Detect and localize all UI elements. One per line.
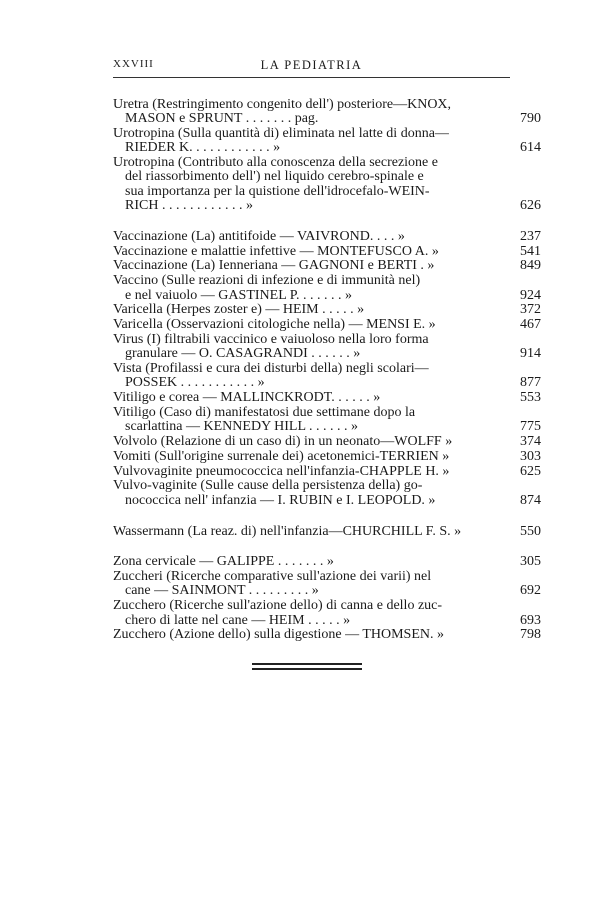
- entry-page-number: 877: [520, 375, 541, 391]
- index-entry: [113, 465, 541, 479]
- entry-line: RICH . . . . . . . . . . . . »: [125, 199, 253, 214]
- entry-line: sua importanza per la quistione dell'idrocefalo-WEIN-: [125, 184, 430, 199]
- entry-text: [113, 479, 486, 508]
- entry-line: nococcica nell' infanzia — I. RUBIN e I. LEOPOLD. »: [125, 493, 436, 508]
- index-entry: [113, 450, 541, 464]
- closing-rule-top: [252, 663, 362, 665]
- index-entry: [113, 156, 541, 213]
- entry-page-number: 305: [520, 554, 541, 570]
- entry-line: Vaccinazione (La) Ienneriana — GAGNONI e BERTI . »: [113, 259, 435, 274]
- entry-line: Urotropina (Sulla quantità di) eliminata nel latte di donna—: [113, 127, 449, 142]
- entry-line: MASON e SPRUNT . . . . . . . pag.: [125, 112, 319, 127]
- index-entry: [113, 259, 541, 273]
- index-entry: [113, 303, 541, 317]
- entry-line: Vaccinazione (La) antitifoide — VAIVROND. . . . »: [113, 229, 405, 244]
- entry-text: [113, 406, 486, 435]
- entry-text: [113, 570, 486, 599]
- index-entry: [113, 391, 541, 405]
- entry-text: [113, 98, 486, 127]
- index-entries: [113, 98, 541, 643]
- running-header: [113, 58, 510, 74]
- index-entry: [113, 245, 541, 259]
- entry-line: Wassermann (La reaz. di) nell'infanzia—CHURCHILL F. S. »: [113, 524, 462, 539]
- index-entry: [113, 333, 541, 362]
- entry-text: [113, 127, 486, 156]
- entry-text: [113, 362, 486, 391]
- group-separator: [113, 539, 541, 555]
- entry-page-number: 541: [520, 243, 541, 259]
- entry-line: e nel vaiuolo — GASTINEL P. . . . . . . »: [125, 288, 352, 303]
- index-entry: [113, 599, 541, 628]
- entry-line: scarlattina — KENNEDY HILL . . . . . . »: [125, 420, 359, 435]
- entry-line: chero di latte nel cane — HEIM . . . . . »: [125, 613, 351, 628]
- page-number: XXVIII: [113, 58, 154, 70]
- entry-line: Vulvo-vaginite (Sulle cause della persistenza della) go-: [113, 479, 423, 494]
- index-entry: [113, 362, 541, 391]
- entry-page-number: 692: [520, 583, 541, 599]
- entry-text: [113, 525, 486, 539]
- entry-line: Zucchero (Ricerche sull'azione dello) di canna e dello zuc-: [113, 599, 443, 614]
- index-entry: [113, 479, 541, 508]
- entry-page-number: 374: [520, 434, 541, 450]
- entry-line: Uretra (Restringimento congenito dell') posteriore—KNOX,: [113, 98, 452, 112]
- index-entry: [113, 274, 541, 303]
- entry-text: [113, 156, 486, 213]
- entry-line: Zona cervicale — GALIPPE . . . . . . . »: [113, 555, 334, 570]
- entry-text: [113, 303, 486, 317]
- entry-page-number: 553: [520, 390, 541, 406]
- entry-line: Urotropina (Contributo alla conoscenza della secrezione e: [113, 156, 438, 171]
- entry-line: del riassorbimento dell') nel liquido cerebro-spinale e: [125, 170, 424, 185]
- entry-text: [113, 391, 486, 405]
- index-entry: [113, 570, 541, 599]
- index-entry: [113, 525, 541, 539]
- running-title: LA PEDIATRIA: [260, 58, 363, 72]
- entry-line: granulare — O. CASAGRANDI . . . . . . »: [125, 347, 361, 362]
- entry-page-number: 790: [520, 111, 541, 127]
- entry-text: [113, 435, 486, 449]
- entry-page-number: 693: [520, 612, 541, 628]
- entry-line: Vomiti (Sull'origine surrenale dei) acetonemici-TERRIEN »: [113, 449, 450, 464]
- entry-page-number: 303: [520, 448, 541, 464]
- index-entry: [113, 318, 541, 332]
- entry-page-number: 874: [520, 492, 541, 508]
- entry-page-number: 775: [520, 419, 541, 435]
- entry-page-number: 798: [520, 627, 541, 643]
- entry-line: cane — SAINMONT . . . . . . . . . »: [125, 584, 319, 599]
- entry-line: RIEDER K. . . . . . . . . . . . »: [125, 141, 281, 156]
- entry-line: Zucchero (Azione dello) sulla digestione — THOMSEN. »: [113, 628, 445, 643]
- entry-text: [113, 259, 486, 273]
- group-separator: [113, 509, 541, 525]
- entry-text: [113, 318, 486, 332]
- entry-line: Vaccino (Sulle reazioni di infezione e di immunità nel): [113, 274, 421, 289]
- entry-line: Vitiligo e corea — MALLINCKRODT. . . . . . »: [113, 391, 381, 406]
- entry-page-number: 550: [520, 523, 541, 539]
- entry-page-number: 849: [520, 258, 541, 274]
- entry-line: Varicella (Osservazioni citologiche nella) — MENSI E. »: [113, 318, 436, 333]
- entry-line: Vaccinazione e malattie infettive — MONTEFUSCO A. »: [113, 244, 439, 259]
- entry-text: [113, 450, 486, 464]
- entry-line: Vitiligo (Caso di) manifestatosi due settimane dopo la: [113, 405, 416, 420]
- entry-line: Varicella (Herpes zoster e) — HEIM . . . . . »: [113, 303, 365, 318]
- entry-line: Volvolo (Relazione di un caso di) in un neonato—WOLFF »: [113, 435, 453, 450]
- entry-page-number: 467: [520, 317, 541, 333]
- entry-line: Vulvovaginite pneumococcica nell'infanzia-CHAPPLE H. »: [113, 464, 450, 479]
- entry-page-number: 614: [520, 140, 541, 156]
- entry-text: [113, 465, 486, 479]
- index-entry: [113, 555, 541, 569]
- entry-page-number: 237: [520, 228, 541, 244]
- entry-text: [113, 230, 486, 244]
- index-entry: [113, 230, 541, 244]
- header-rule: [113, 77, 510, 78]
- entry-line: POSSEK . . . . . . . . . . . »: [125, 376, 265, 391]
- entry-text: [113, 245, 486, 259]
- entry-text: [113, 628, 486, 642]
- entry-line: Zuccheri (Ricerche comparative sull'azione dei varii) nel: [113, 570, 432, 585]
- index-entry: [113, 98, 541, 127]
- entry-line: Virus (I) filtrabili vaccinico e vaiuoloso nella loro forma: [113, 332, 429, 347]
- entry-text: [113, 274, 486, 303]
- entry-page-number: 924: [520, 287, 541, 303]
- group-separator: [113, 214, 541, 230]
- entry-page-number: 914: [520, 346, 541, 362]
- entry-page-number: 626: [520, 198, 541, 214]
- index-entry: [113, 406, 541, 435]
- index-entry: [113, 127, 541, 156]
- closing-rule-bottom: [252, 668, 362, 670]
- index-entry: [113, 628, 541, 642]
- entry-page-number: 625: [520, 463, 541, 479]
- entry-text: [113, 599, 486, 628]
- entry-text: [113, 333, 486, 362]
- entry-line: Vista (Profilassi e cura dei disturbi della) negli scolari—: [113, 362, 429, 377]
- entry-page-number: 372: [520, 302, 541, 318]
- index-entry: [113, 435, 541, 449]
- entry-text: [113, 555, 486, 569]
